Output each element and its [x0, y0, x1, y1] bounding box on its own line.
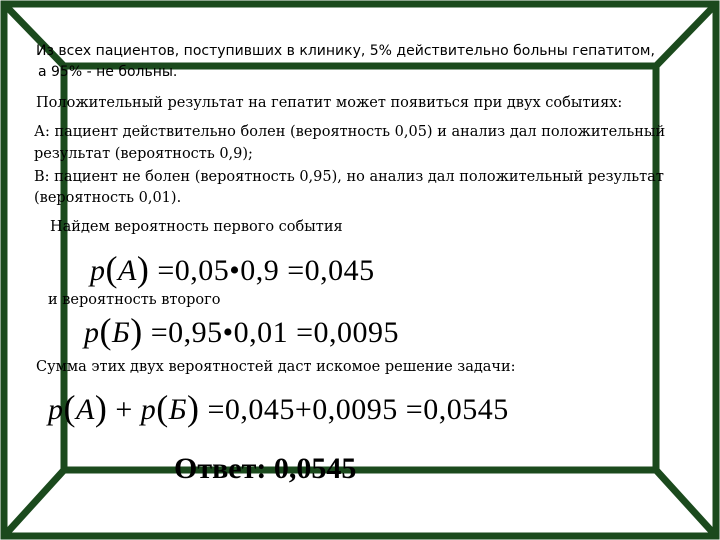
- formula-event-b: Б: [168, 393, 187, 426]
- formula-paren-close: ): [136, 249, 150, 289]
- frame-corner-top-right: [656, 4, 716, 66]
- formula-event-a: A: [76, 393, 95, 426]
- event-b-line-1: В: пациент не болен (вероятность 0,95), но анализ дал положительный результат: [34, 169, 664, 185]
- formula-p: p: [90, 254, 106, 287]
- event-a-line-2: результат (вероятность 0,9);: [34, 146, 253, 162]
- formula-first-event: [90, 247, 375, 289]
- formula-paren-open: (: [105, 249, 118, 289]
- formula-paren-close: ): [186, 388, 200, 428]
- formula-paren-open: (: [156, 388, 169, 428]
- event-b-line-2: (вероятность 0,01).: [34, 190, 182, 206]
- second-event-heading: и вероятность второго: [48, 292, 221, 308]
- formula-event-a: A: [118, 254, 137, 287]
- first-event-heading: Найдем вероятность первого события: [50, 219, 343, 235]
- formula-rhs: =0,95•0,01 =0,0095: [150, 316, 400, 349]
- frame-corner-bottom-left: [4, 470, 64, 536]
- formula-paren-open: (: [99, 311, 112, 351]
- sum-heading: Сумма этих двух вероятностей даст искомое решение задачи:: [36, 359, 516, 375]
- formula-paren-open: (: [63, 388, 76, 428]
- formula-plus: +: [115, 393, 133, 426]
- formula-second-event: [84, 309, 399, 351]
- answer-text: Ответ: 0,0545: [174, 452, 357, 485]
- formula-event-b: Б: [112, 316, 131, 349]
- formula-paren-close: ): [130, 311, 143, 351]
- formula-rhs: =0,05•0,9 =0,045: [157, 254, 375, 287]
- formula-rhs: =0,045+0,0095 =0,0545: [207, 393, 509, 426]
- formula-paren-close: ): [94, 388, 108, 428]
- frame-corner-bottom-right: [656, 470, 716, 536]
- events-intro: Положительный результат на гепатит может появиться при двух событиях:: [36, 95, 623, 111]
- formula-p: p: [140, 393, 157, 426]
- formula-p: p: [48, 393, 64, 426]
- formula-p: p: [84, 316, 100, 349]
- problem-line-2: а 95% - не больны.: [38, 64, 178, 80]
- formula-sum: [48, 386, 509, 428]
- event-a-line-1: А: пациент действительно болен (вероятность 0,05) и анализ дал положительный: [34, 124, 666, 140]
- problem-line-1: Из всех пациентов, поступивших в клинику, 5% действительно больны гепатитом,: [36, 43, 655, 59]
